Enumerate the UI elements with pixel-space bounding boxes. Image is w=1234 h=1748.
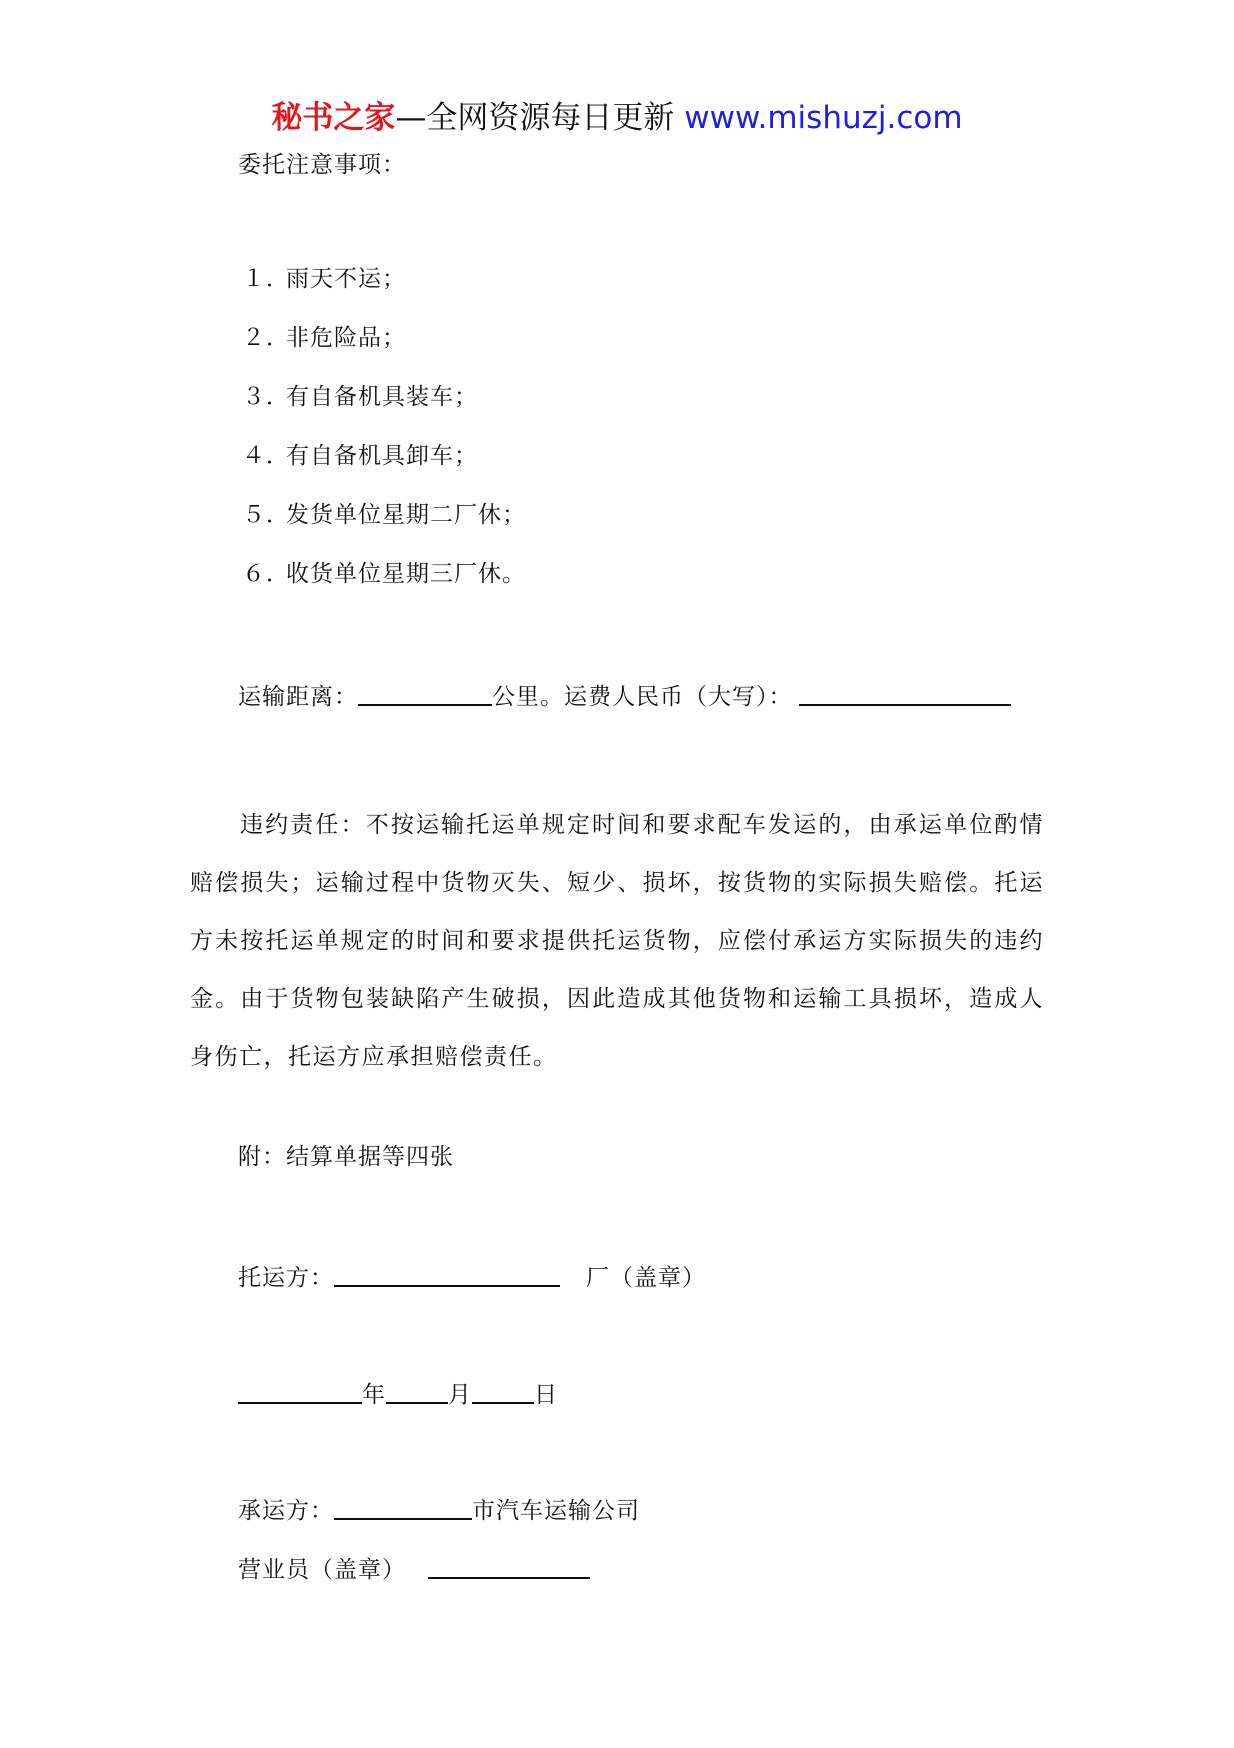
distance-blank[interactable] — [358, 680, 492, 706]
attachment-line: 附：结算单据等四张 — [238, 1144, 454, 1170]
clerk-label: 营业员（盖章） — [238, 1557, 406, 1583]
note-item — [242, 441, 478, 471]
day-label: 日 — [534, 1382, 558, 1408]
note-text: 有自备机具卸车； — [286, 443, 478, 469]
note-number: ６． — [242, 561, 290, 587]
carrier-blank[interactable] — [334, 1494, 472, 1520]
shipper-line — [238, 1259, 706, 1293]
clerk-line — [238, 1551, 590, 1585]
note-number: ３． — [242, 384, 290, 410]
note-number: ５． — [242, 502, 290, 528]
shipper-label: 托运方： — [238, 1265, 334, 1291]
site-url-link[interactable]: www.mishuzj.com — [684, 100, 963, 136]
distance-label: 运输距离： — [238, 684, 358, 710]
date-line — [238, 1376, 558, 1410]
year-label: 年 — [362, 1382, 386, 1408]
site-header — [0, 98, 1234, 138]
note-number: １． — [242, 266, 290, 292]
shipper-suffix: 厂（盖章） — [586, 1265, 706, 1291]
note-number: ４． — [242, 443, 290, 469]
note-text: 发货单位星期二厂休； — [286, 502, 526, 528]
day-blank[interactable] — [472, 1378, 534, 1404]
carrier-line — [238, 1492, 640, 1526]
year-blank[interactable] — [238, 1378, 362, 1404]
note-number: ２． — [242, 325, 290, 351]
distance-unit: 公里。运费人民币（大写）： — [492, 684, 793, 710]
note-item — [242, 264, 406, 294]
note-text: 非危险品； — [286, 325, 406, 351]
shipper-blank[interactable] — [334, 1261, 560, 1287]
note-item — [242, 382, 478, 412]
note-text: 有自备机具装车； — [286, 384, 478, 410]
note-text: 雨天不运； — [286, 266, 406, 292]
note-text: 收货单位星期三厂休。 — [286, 561, 526, 587]
carrier-suffix: 市汽车运输公司 — [472, 1498, 640, 1524]
fee-blank[interactable] — [799, 680, 1011, 706]
site-tagline: —全网资源每日更新 — [395, 100, 685, 136]
month-label: 月 — [448, 1382, 472, 1408]
liability-paragraph: 违约责任：不按运输托运单规定时间和要求配车发运的，由承运单位酌情赔偿损失；运输过程中货物灭失、短少、损坏，按货物的实际损失赔偿。托运方未按托运单规定的时间和要求提供托运货物，应偿付承运方实际损失的违约金。由于货物包装缺陷产生破损，因此造成其他货物和运输工具损坏，造成人身伤亡，托运方应承担赔偿责任。 — [190, 812, 1044, 1070]
month-blank[interactable] — [386, 1378, 448, 1404]
carrier-label: 承运方： — [238, 1498, 334, 1524]
notes-title: 委托注意事项： — [238, 152, 406, 178]
site-brand: 秘书之家 — [271, 100, 396, 136]
note-item — [242, 500, 526, 530]
note-item — [242, 559, 526, 589]
clerk-blank[interactable] — [428, 1553, 590, 1579]
distance-line — [238, 678, 1011, 712]
note-item — [242, 323, 406, 353]
